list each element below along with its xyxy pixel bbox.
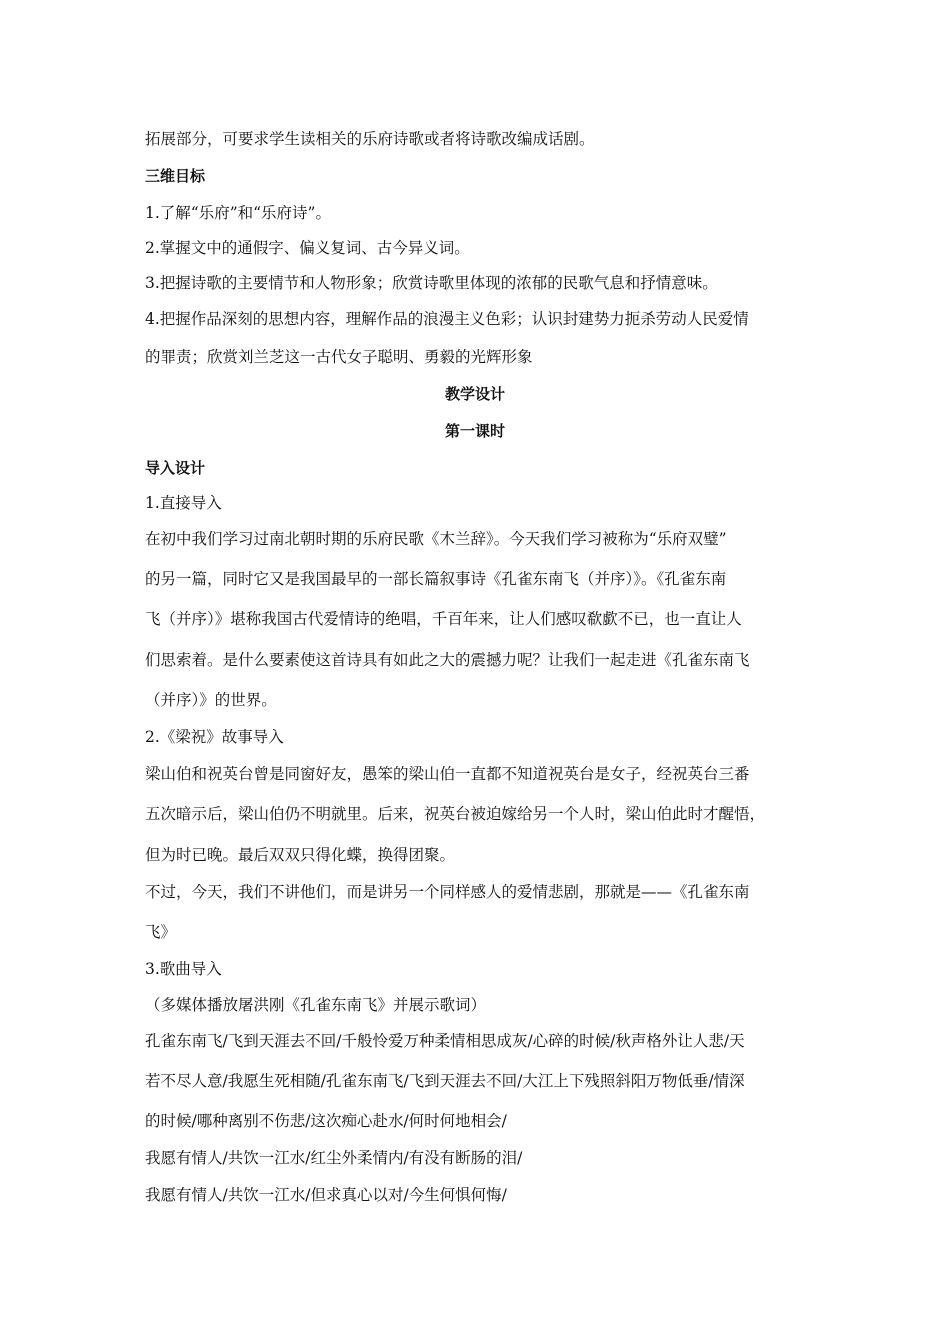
lyrics-line: 我愿有情人/共饮一江水/但求真心以对/今生何惧何悔/ [145,1186,507,1204]
paragraph-line: （并序）》的世界。 [145,691,277,709]
paragraph-line: 梁山伯和祝英台曾是同窗好友，愚笨的梁山伯一直都不知道祝英台是女子，经祝英台三番 [145,765,750,783]
objective-item-4-cont: 的罪责；欣赏刘兰芝这一古代女子聪明、勇毅的光辉形象 [145,348,533,366]
section-title-first-lesson: 第一课时 [444,422,505,440]
subheading-direct-intro: 1.直接导入 [145,494,222,512]
paragraph-line: 飞》 [145,923,177,941]
objective-item-3: 3.把握诗歌的主要情节和人物形象；欣赏诗歌里体现的浓郁的民歌气息和抒情意味。 [145,274,718,292]
paragraph-line: 五次暗示后，梁山伯仍不明就里。后来，祝英台被迫嫁给另一个人时，梁山伯此时才醒悟， [145,805,766,823]
lyrics-line: 孔雀东南飞/飞到天涯去不回/千般怜爱万种柔情相思成灰/心碎的时候/秋声格外让人悲/天 [145,1032,745,1050]
subheading-liangzhu-intro: 2.《梁祝》故事导入 [145,728,284,746]
objective-item-4: 4.把握作品深刻的思想内容，理解作品的浪漫主义色彩；认识封建势力扼杀劳动人民爱情 [145,310,749,328]
paragraph-line: 在初中我们学习过南北朝时期的乐府民歌《木兰辞》。今天我们学习被称为“乐府双璧” [145,530,727,548]
paragraph-line: 拓展部分，可要求学生读相关的乐府诗歌或者将诗歌改编成话剧。 [145,130,595,148]
paragraph-line: 不过，今天，我们不讲他们，而是讲另一个同样感人的爱情悲剧，那就是——《孔雀东南 [145,883,750,901]
subheading-song-intro: 3.歌曲导入 [145,960,222,978]
paragraph-line: 们思索着。是什么要素使这首诗具有如此之大的震撼力呢？让我们一起走进《孔雀东南飞 [145,651,750,669]
paragraph-line: 但为时已晚。最后双双只得化蝶，换得团聚。 [145,846,456,864]
paragraph-line: （多媒体播放屠洪刚《孔雀东南飞》并展示歌词） [145,996,487,1014]
paragraph-line: 的另一篇，同时它又是我国最早的一部长篇叙事诗《孔雀东南飞（并序）》。《孔雀东南 [145,570,727,588]
lyrics-line: 的时候/哪种离别不伤悲/这次痴心赴水/何时何地相会/ [145,1112,507,1130]
paragraph-line: 飞（并序）》堪称我国古代爱情诗的绝唱，千百年来，让人们感叹欷歔不已，也一直让人 [145,610,742,628]
section-title-teaching-design: 教学设计 [444,385,505,403]
objective-item-2: 2.掌握文中的通假字、偏义复词、古今异义词。 [145,239,470,257]
section-heading-objectives: 三维目标 [145,167,206,185]
section-heading-intro-design: 导入设计 [145,459,206,477]
lyrics-line: 若不尽人意/我愿生死相随/孔雀东南飞/飞到天涯去不回/大江上下残照斜阳万物低垂/情深 [145,1072,745,1090]
lyrics-line: 我愿有情人/共饮一江水/红尘外柔情内/有没有断肠的泪/ [145,1149,523,1167]
objective-item-1: 1.了解“乐府”和“乐府诗”。 [145,204,331,222]
